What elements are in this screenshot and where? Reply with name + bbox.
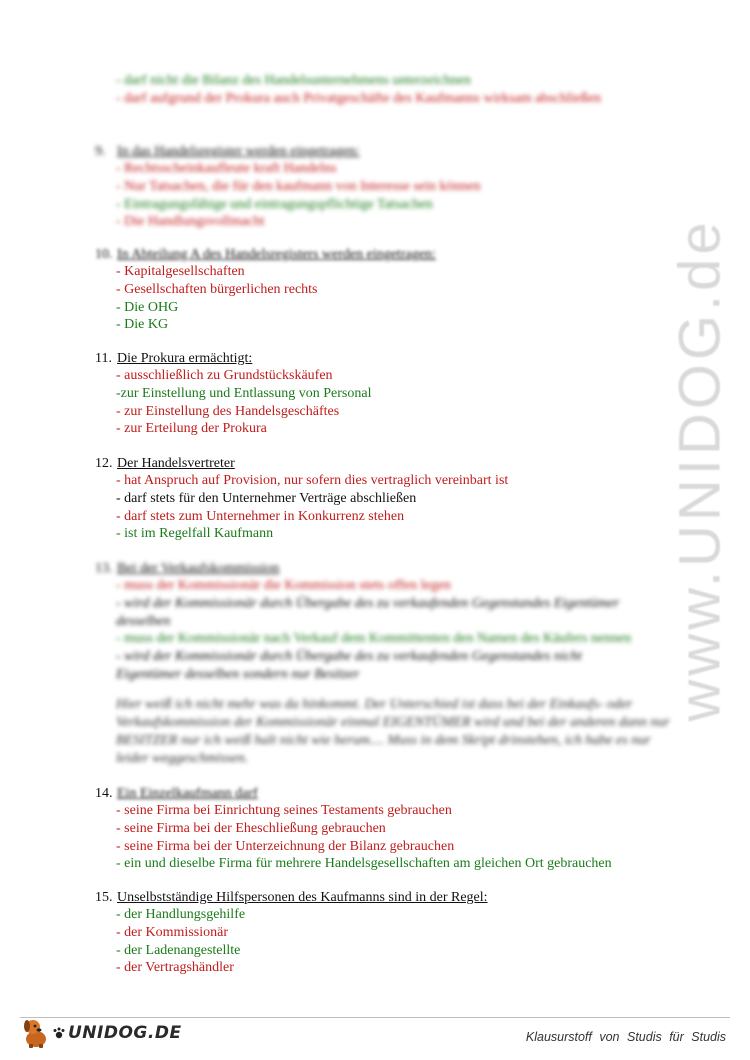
answer-option: - muss der Kommissionär die Kommission stets offen legen	[116, 578, 451, 593]
question-12-title: 12. Der Handelsvertreter	[95, 456, 235, 471]
answer-option: - ein und dieselbe Firma für mehrere Handelsgesellschaften am gleichen Ort gebrauchen	[116, 856, 612, 872]
answer-option: - muss der Kommissionär nach Verkauf dem Kommittenten den Namen des Käufers nennen	[116, 631, 632, 647]
question-15-title: 15. Unselbstständige Hilfspersonen des Kaufmanns sind in der Regel:	[95, 890, 488, 905]
answer-option: - der Ladenangestellte	[116, 942, 241, 958]
answer-option: - zur Erteilung der Prokura	[116, 421, 267, 437]
footer-tagline: Klausurstoff von Studis für Studis	[525, 1030, 726, 1044]
answer-option: - seine Firma bei der Unterzeichnung der Bilanz gebrauchen	[116, 838, 455, 854]
answer-option: - zur Einstellung des Handelsgeschäftes	[116, 403, 340, 419]
answer-option: - Rechtsscheinkaufleute kraft Handelns	[116, 161, 337, 176]
answer-option: - Nur Tatsachen, die für den kaufmann von Interesse sein können	[116, 178, 481, 194]
answer-option: - Die KG	[116, 317, 169, 333]
answer-option: -zur Einstellung und Entlassung von Personal	[116, 385, 372, 401]
answer-option: - der Handlungsgehilfe	[116, 907, 246, 922]
question-10-options	[116, 263, 318, 334]
answer-option: - seine Firma bei Einrichtung seines Testaments gebrauchen	[116, 803, 452, 818]
answer-option: - der Kommissionär	[116, 924, 228, 940]
question-11-title: 11. Die Prokura ermächtigt:	[95, 351, 253, 366]
answer-option: - Die OHG	[116, 299, 179, 315]
answer-option: - wird der Kommissionär durch Übergabe des zu verkaufenden Gegenstandes nicht	[116, 649, 582, 665]
unidog-logo	[22, 1015, 182, 1051]
question-15-options	[116, 906, 245, 977]
answer-option: - hat Anspruch auf Provision, nur sofern dies vertraglich vereinbart ist	[116, 473, 509, 488]
answer-option: desselben	[116, 613, 171, 629]
answer-option: - der Vertragshändler	[116, 960, 234, 976]
answer-option: - darf nicht die Bilanz des Handelsunternehmens unterzeichnen	[116, 73, 471, 88]
answer-option: - ist im Regelfall Kaufmann	[116, 526, 274, 542]
logo-text: UNIDOG.DE	[68, 1023, 182, 1043]
answer-option: - ausschließlich zu Grundstückskäufen	[116, 368, 333, 383]
answer-option: - Gesellschaften bürgerlichen rechts	[116, 281, 318, 297]
question-13-title: 13. Bei der Verkaufskommission	[95, 561, 280, 576]
question-10-title: 10. In Abteilung A des Handelsregisters werden eingetragen:	[95, 247, 436, 262]
answer-option: - Die Handlungsvollmacht	[116, 214, 265, 230]
question-13-note: Hier weiß ich nicht mehr was da hinkommt. Der Unterschied ist dass bei der Einkaufs- oder Verkaufskommission der Kommissionär einmal EIGENTÜMER wird und bei der anderen dann nur BESITZER nur ich weiß halt nicht wie herum.... Muss in dem Skript drinstehen, ich habe es nur leider weggeschmissen.	[116, 697, 670, 766]
dog-icon	[22, 1017, 52, 1049]
answer-option: - seine Firma bei der Eheschließung gebrauchen	[116, 820, 386, 836]
question-9-options	[116, 160, 481, 231]
answer-option: - darf stets zum Unternehmer in Konkurrenz stehen	[116, 508, 405, 524]
question-9-title: 9. In das Handelsregister werden eingetragen:	[95, 144, 360, 159]
question-14-title: 14. Ein Einzelkaufmann darf	[95, 786, 258, 801]
answer-option: - darf stets für den Unternehmer Verträge abschließen	[116, 490, 417, 506]
question-12-options	[116, 472, 508, 543]
answer-option: - wird der Kommissionär durch Übergabe des zu verkaufenden Gegenstandes Eigentümer	[116, 595, 620, 611]
question-13-options	[116, 577, 631, 684]
answer-option: - Eintragungsfähige und eintragungspflichtige Tatsachen	[116, 196, 433, 212]
question-14-options	[116, 802, 612, 873]
paw-icon	[52, 1026, 66, 1040]
answer-option: - Kapitalgesellschaften	[116, 264, 245, 279]
answer-option: - darf aufgrund der Prokura auch Privatgeschäfte des Kaufmanns wirksam abschließen	[116, 90, 602, 106]
question-11-options	[116, 367, 371, 438]
answer-option: Eigentümer desselben sondern nur Besitzer	[116, 666, 360, 682]
watermark: www.UNIDOG.de	[667, 218, 733, 722]
top-options	[116, 72, 601, 108]
